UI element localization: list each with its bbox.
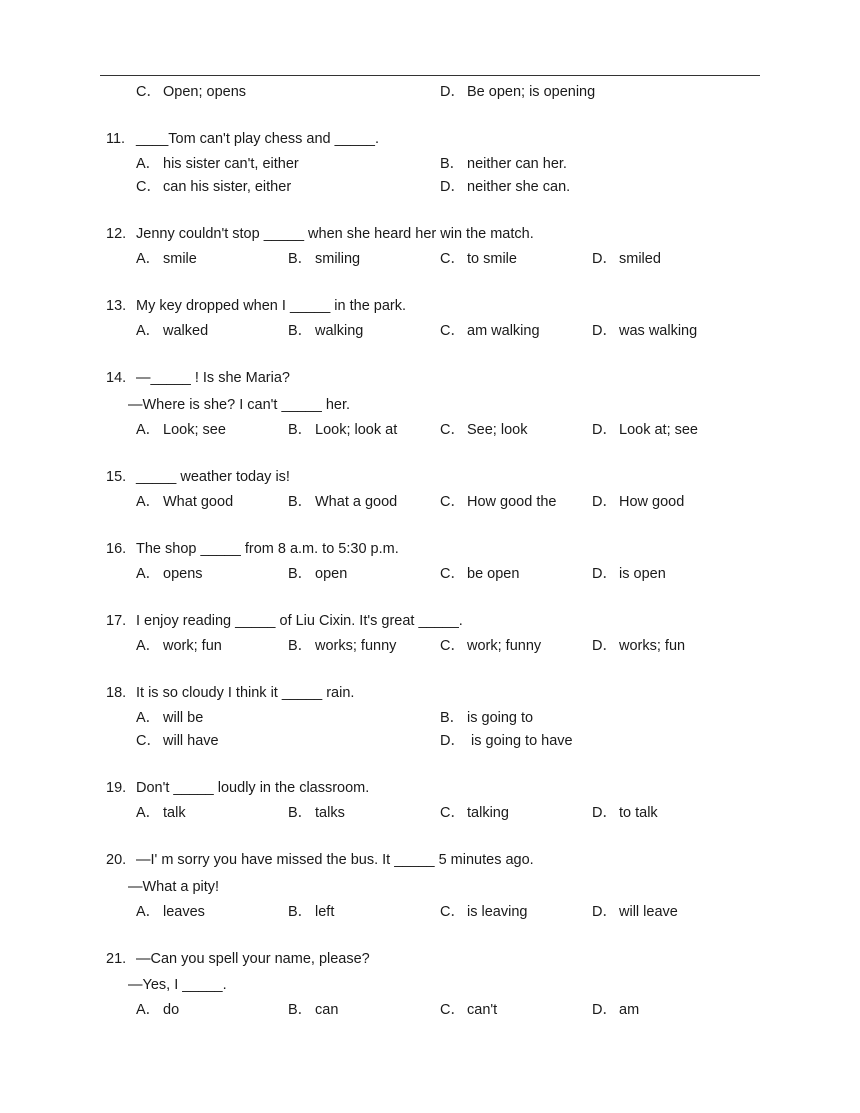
option-b: B． What a good: [288, 494, 398, 510]
question-stem: ____Tom can't play chess and _____.: [136, 131, 379, 147]
option-b: B． walking: [288, 323, 364, 339]
question-number: 15.: [106, 469, 127, 485]
option-c: C． be open: [440, 566, 520, 582]
option-c: C． am walking: [440, 323, 540, 339]
option-a: A． talk: [136, 805, 186, 821]
option-d: D． smiled: [592, 251, 661, 267]
option-c: C． How good the: [440, 494, 557, 510]
option-a: A． smile: [136, 251, 197, 267]
option-b: B． left: [288, 904, 335, 920]
question-number: 13.: [106, 298, 127, 314]
question-number: 19.: [106, 780, 127, 796]
option-d: D． works; fun: [592, 638, 686, 654]
option-c: C． Open; opens: [136, 84, 247, 100]
option-c: C． will have: [136, 733, 219, 749]
question-dialog-line: —Yes, I _____.: [128, 977, 227, 993]
option-d: D． Look at; see: [592, 422, 698, 438]
option-d: D． to talk: [592, 805, 658, 821]
header-rule: [100, 75, 760, 76]
option-d: D． is going to have: [440, 733, 573, 749]
question-stem: —_____ ! Is she Maria?: [136, 370, 290, 386]
option-b: B． neither can her.: [440, 156, 567, 172]
option-d: D． Be open; is opening: [440, 84, 596, 100]
question-number: 16.: [106, 541, 127, 557]
option-c: C． talking: [440, 805, 509, 821]
option-b: B． open: [288, 566, 348, 582]
option-a: A． will be: [136, 710, 204, 726]
question-number: 14.: [106, 370, 127, 386]
question-number: 20.: [106, 852, 127, 868]
option-b: B． smiling: [288, 251, 361, 267]
option-b: B． Look; look at: [288, 422, 398, 438]
question-number: 12.: [106, 226, 127, 242]
question-stem: My key dropped when I _____ in the park.: [136, 298, 407, 314]
option-b: B． is going to: [440, 710, 534, 726]
question-stem: I enjoy reading _____ of Liu Cixin. It's great _____.: [136, 613, 463, 629]
option-c: C． work; funny: [440, 638, 542, 654]
option-c: C． to smile: [440, 251, 517, 267]
option-c: C． can't: [440, 1002, 498, 1018]
option-a: A． his sister can't, either: [136, 156, 299, 172]
question-number: 21.: [106, 951, 127, 967]
option-a: A． Look; see: [136, 422, 226, 438]
question-stem: _____ weather today is!: [136, 469, 290, 485]
question-stem: Don't _____ loudly in the classroom.: [136, 780, 370, 796]
option-b: B． can: [288, 1002, 339, 1018]
option-a: A． opens: [136, 566, 203, 582]
question-number: 11.: [106, 131, 126, 147]
option-d: D． is open: [592, 566, 666, 582]
option-d: D． How good: [592, 494, 685, 510]
option-d: D． am: [592, 1002, 640, 1018]
option-d: D． neither she can.: [440, 179, 571, 195]
option-a: A． leaves: [136, 904, 205, 920]
question-stem: Jenny couldn't stop _____ when she heard her win the match.: [136, 226, 534, 242]
option-d: D． was walking: [592, 323, 698, 339]
option-b: B． works; funny: [288, 638, 397, 654]
option-a: A． do: [136, 1002, 180, 1018]
question-stem: —I' m sorry you have missed the bus. It _____ 5 minutes ago.: [136, 852, 534, 868]
option-c: C． See; look: [440, 422, 528, 438]
option-a: A． walked: [136, 323, 209, 339]
question-stem: It is so cloudy I think it _____ rain.: [136, 685, 355, 701]
question-stem: The shop _____ from 8 a.m. to 5:30 p.m.: [136, 541, 399, 557]
option-c: C． is leaving: [440, 904, 528, 920]
option-b: B． talks: [288, 805, 345, 821]
question-number: 17.: [106, 613, 127, 629]
option-c: C． can his sister, either: [136, 179, 292, 195]
option-a: A． What good: [136, 494, 234, 510]
question-dialog-line: —What a pity!: [128, 879, 220, 895]
question-dialog-line: —Where is she? I can't _____ her.: [128, 397, 351, 413]
option-d: D． will leave: [592, 904, 678, 920]
option-a: A． work; fun: [136, 638, 222, 654]
question-number: 18.: [106, 685, 127, 701]
question-stem: —Can you spell your name, please?: [136, 951, 370, 967]
